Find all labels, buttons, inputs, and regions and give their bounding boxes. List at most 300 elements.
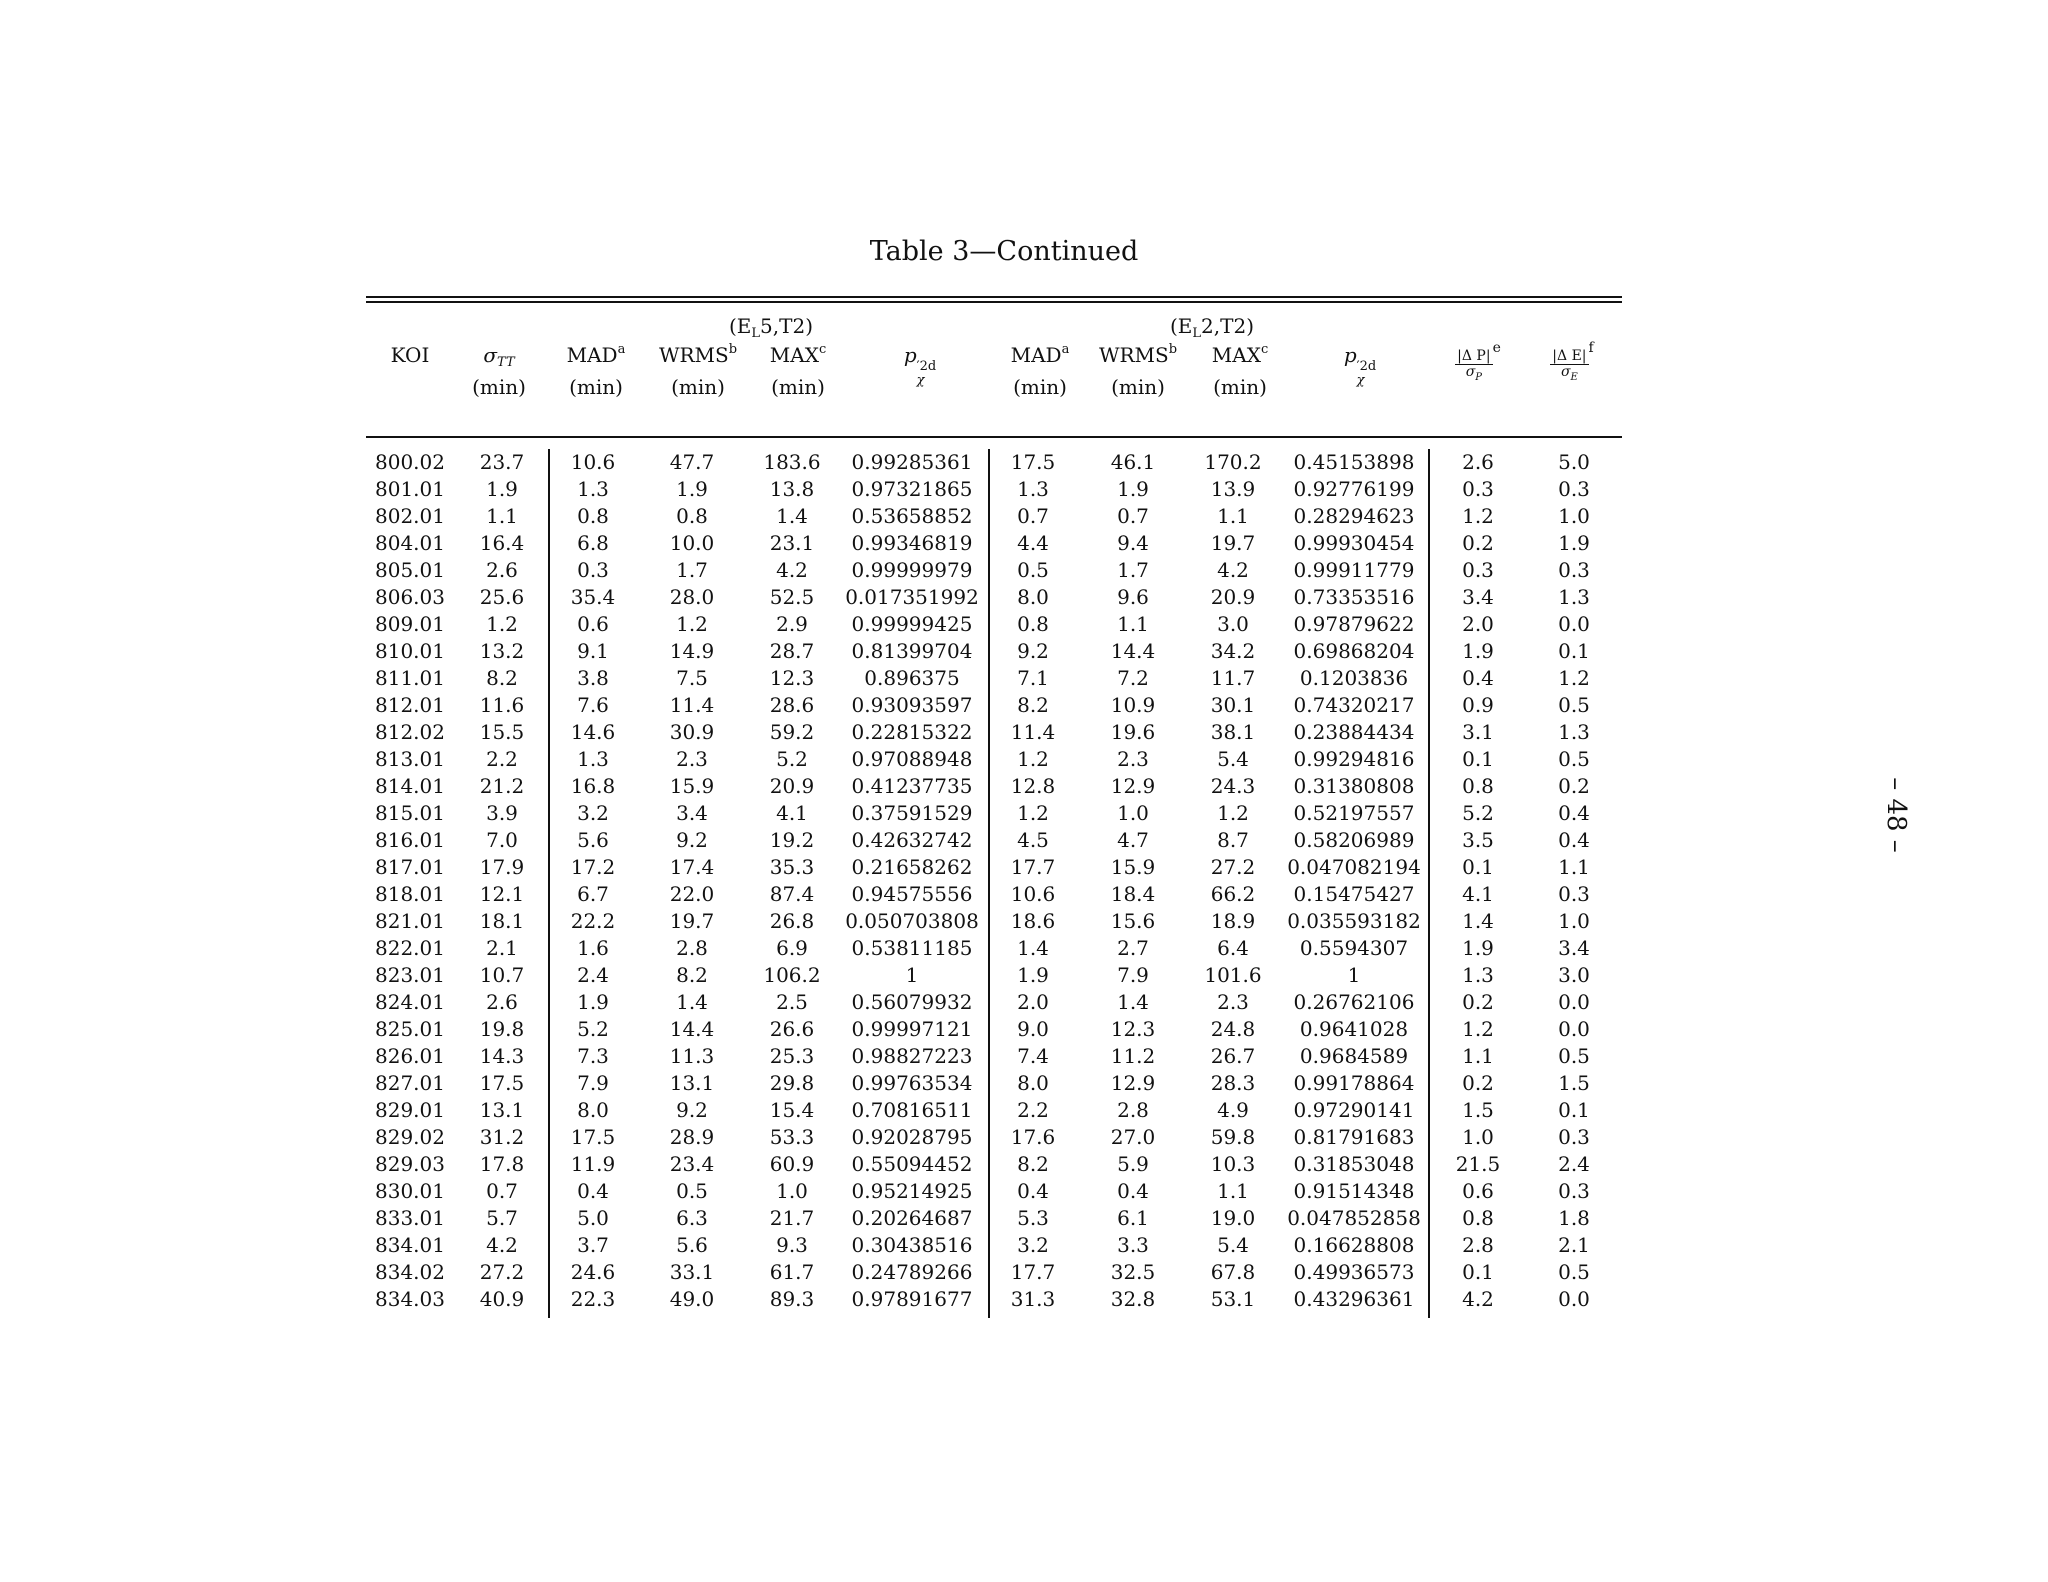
table-cell: 60.9 [769,1152,815,1176]
table-cell: 13.1 [479,1098,525,1122]
table-cell: 7.1 [1017,666,1049,690]
table-cell: 5.2 [776,747,808,771]
table-cell: 10.0 [669,531,715,555]
table-cell: 3.4 [676,801,708,825]
table-row [366,1151,1622,1178]
table-cell: 0.15475427 [1293,882,1415,906]
table-cell: 23.4 [669,1152,715,1176]
table-cell: 0.1 [1462,747,1494,771]
table-cell: 2.8 [1462,1233,1494,1257]
table-cell: 1.0 [1117,801,1149,825]
table-cell: 1.9 [486,477,518,501]
table-cell: 29.8 [769,1071,815,1095]
table-cell: 0.28294623 [1293,504,1415,528]
table-cell: 2.1 [486,936,518,960]
table-cell: 1.4 [676,990,708,1014]
table-cell: 8.0 [1017,585,1049,609]
table-cell: 28.0 [669,585,715,609]
table-cell: 12.9 [1110,1071,1156,1095]
table-cell: 0.99294816 [1293,747,1415,771]
table-cell: 4.2 [486,1233,518,1257]
top-rule [366,296,1622,298]
table-cell: 14.3 [479,1044,525,1068]
table-cell: 1.4 [1462,909,1494,933]
table-cell: 1.9 [1117,477,1149,501]
table-cell: 0.4 [1117,1179,1149,1203]
table-cell: 2.2 [486,747,518,771]
table-cell: 34.2 [1210,639,1256,663]
table-cell: 7.4 [1017,1044,1049,1068]
table-cell: 5.9 [1117,1152,1149,1176]
table-cell: 15.6 [1110,909,1156,933]
table-cell: 7.0 [486,828,518,852]
table-cell: 2.3 [1217,990,1249,1014]
table-cell: 11.6 [479,693,525,717]
table-cell: 1.9 [577,990,609,1014]
table-cell: 833.01 [375,1206,445,1230]
table-cell: 13.2 [479,639,525,663]
header-rule [366,436,1622,438]
table-cell: 1.9 [1462,639,1494,663]
table-cell: 17.2 [570,855,616,879]
table-cell: 17.5 [570,1125,616,1149]
table-cell: 1.0 [776,1179,808,1203]
table-cell: 1.6 [577,936,609,960]
table-cell: 67.8 [1210,1260,1256,1284]
table-cell: 824.01 [375,990,445,1014]
table-cell: 4.1 [1462,882,1494,906]
table-cell: 2.6 [486,990,518,1014]
table-cell: 0.21658262 [851,855,973,879]
table-cell: 49.0 [669,1287,715,1311]
table-cell: 0.9684589 [1299,1044,1409,1068]
table-cell: 0.41237735 [851,774,973,798]
table-cell: 0.5594307 [1299,936,1409,960]
table-cell: 21.2 [479,774,525,798]
table-cell: 0.5 [1558,693,1590,717]
table-cell: 3.8 [577,666,609,690]
table-cell: 26.6 [769,1017,815,1041]
table-cell: 28.9 [669,1125,715,1149]
table-cell: 183.6 [763,450,821,474]
table-cell: 2.1 [1558,1233,1590,1257]
col-header-mad-2: MAD$^a$ [1010,342,1070,367]
table-cell: 40.9 [479,1287,525,1311]
col-header-max-2: MAX$^c$ [1211,342,1269,367]
table-cell: 17.8 [479,1152,525,1176]
table-cell: 1.1 [1217,1179,1249,1203]
table-cell: 0.0 [1558,1287,1590,1311]
table-cell: 22.2 [570,909,616,933]
table-cell: 0.53811185 [851,936,973,960]
table-cell: 0.017351992 [845,585,979,609]
table-cell: 0.3 [1558,558,1590,582]
table-cell: 0.4 [577,1179,609,1203]
table-row [366,962,1622,989]
table-cell: 0.53658852 [851,504,973,528]
table-cell: 15.9 [669,774,715,798]
col-header-wrms-1: WRMS$^b$ [658,342,738,367]
table-cell: 7.9 [1117,963,1149,987]
table-cell: 0.74320217 [1293,693,1415,717]
table-cell: 0.4 [1462,666,1494,690]
table-cell: 6.4 [1217,936,1249,960]
table-cell: 0.99999425 [851,612,973,636]
table-cell: 30.1 [1210,693,1256,717]
table-row [366,1016,1622,1043]
table-cell: 24.3 [1210,774,1256,798]
table-cell: 0.70816511 [851,1098,973,1122]
table-cell: 0.92776199 [1293,477,1415,501]
table-cell: 27.0 [1110,1125,1156,1149]
table-row [366,638,1622,665]
table-cell: 7.9 [577,1071,609,1095]
table-row [366,989,1622,1016]
table-cell: 3.3 [1117,1233,1149,1257]
table-cell: 0.97290141 [1293,1098,1415,1122]
table-cell: 6.1 [1117,1206,1149,1230]
table-cell: 1.3 [1558,720,1590,744]
table-cell: 805.01 [375,558,445,582]
table-cell: 0.2 [1558,774,1590,798]
table-cell: 0.97891677 [851,1287,973,1311]
table-cell: 4.2 [1217,558,1249,582]
table-cell: 1.9 [1017,963,1049,987]
table-cell: 0.047082194 [1287,855,1421,879]
table-cell: 1.9 [1558,531,1590,555]
table-cell: 0.97321865 [851,477,973,501]
table-cell: 0.3 [1558,1179,1590,1203]
table-cell: 0.20264687 [851,1206,973,1230]
table-cell: 4.2 [1462,1287,1494,1311]
table-row [366,1124,1622,1151]
table-cell: 19.2 [769,828,815,852]
table-row [366,746,1622,773]
table-cell: 9.1 [577,639,609,663]
table-cell: 2.3 [1117,747,1149,771]
table-cell: 4.1 [776,801,808,825]
table-cell: 801.01 [375,477,445,501]
table-cell: 0.42632742 [851,828,973,852]
unit-max-1: (min) [771,375,825,399]
unit-sigma-tt: (min) [472,375,526,399]
table-cell: 1.5 [1558,1071,1590,1095]
table-cell: 10.3 [1210,1152,1256,1176]
table-cell: 809.01 [375,612,445,636]
col-header-delta-p: $\frac{\text{|Δ P|}}{\sigma_P}$ $^e$ [1457,340,1501,383]
table-row [366,1286,1622,1313]
table-cell: 7.3 [577,1044,609,1068]
table-cell: 2.4 [1558,1152,1590,1176]
table-cell: 0.5 [676,1179,708,1203]
table-cell: 0.99911779 [1293,558,1415,582]
table-cell: 66.2 [1210,882,1256,906]
group-header-el2: $(E_L2,T2)$ [1170,314,1254,341]
unit-max-2: (min) [1213,375,1267,399]
table-row [366,530,1622,557]
table-cell: 10.7 [479,963,525,987]
table-cell: 27.2 [1210,855,1256,879]
table-cell: 9.0 [1017,1017,1049,1041]
table-cell: 9.4 [1117,531,1149,555]
table-row [366,503,1622,530]
table-cell: 834.01 [375,1233,445,1257]
table-cell: 8.2 [676,963,708,987]
table-cell: 1.2 [1017,747,1049,771]
table-cell: 6.7 [577,882,609,906]
table-cell: 1.8 [1558,1206,1590,1230]
table-cell: 815.01 [375,801,445,825]
table-cell: 0.31380808 [1293,774,1415,798]
table-cell: 14.4 [669,1017,715,1041]
table-cell: 810.01 [375,639,445,663]
table-cell: 18.9 [1210,909,1256,933]
table-cell: 0.52197557 [1293,801,1415,825]
table-cell: 2.8 [1117,1098,1149,1122]
table-cell: 14.9 [669,639,715,663]
table-cell: 0.99997121 [851,1017,973,1041]
unit-wrms-2: (min) [1111,375,1165,399]
table-cell: 0.8 [1462,774,1494,798]
col-header-p-chi-2: p ′2d χ [1343,343,1377,388]
table-cell: 0.7 [1117,504,1149,528]
table-row [366,908,1622,935]
table-cell: 1.7 [676,558,708,582]
table-cell: 0.3 [1462,477,1494,501]
table-cell: 28.6 [769,693,815,717]
table-cell: 1.0 [1558,909,1590,933]
table-cell: 11.7 [1210,666,1256,690]
table-cell: 1.2 [676,612,708,636]
table-cell: 4.9 [1217,1098,1249,1122]
table-cell: 23.7 [479,450,525,474]
table-cell: 1.2 [1217,801,1249,825]
table-cell: 2.4 [577,963,609,987]
table-row [366,584,1622,611]
col-header-p-chi-1: p ′2d χ [903,343,937,388]
table-cell: 3.0 [1217,612,1249,636]
table-cell: 814.01 [375,774,445,798]
table-cell: 11.2 [1110,1044,1156,1068]
table-cell: 1.4 [1017,936,1049,960]
unit-mad-2: (min) [1013,375,1067,399]
table-cell: 5.7 [486,1206,518,1230]
table-cell: 19.8 [479,1017,525,1041]
table-cell: 0.1 [1462,1260,1494,1284]
table-cell: 0.95214925 [851,1179,973,1203]
table-cell: 24.8 [1210,1017,1256,1041]
table-cell: 1.2 [1017,801,1049,825]
table-cell: 0.94575556 [851,882,973,906]
table-cell: 0.99930454 [1293,531,1415,555]
page-number: – 48 – [1880,777,1911,853]
table-cell: 2.5 [776,990,808,1014]
unit-wrms-1: (min) [671,375,725,399]
table-cell: 5.0 [577,1206,609,1230]
table-cell: 0.896375 [864,666,960,690]
table-cell: 16.8 [570,774,616,798]
table-cell: 811.01 [375,666,445,690]
table-cell: 0.1 [1558,1098,1590,1122]
table-cell: 0.4 [1017,1179,1049,1203]
table-cell: 826.01 [375,1044,445,1068]
table-cell: 2.3 [676,747,708,771]
table-cell: 0.31853048 [1293,1152,1415,1176]
table-cell: 10.9 [1110,693,1156,717]
table-cell: 0.5 [1558,747,1590,771]
table-cell: 12.1 [479,882,525,906]
table-cell: 14.6 [570,720,616,744]
table-cell: 22.0 [669,882,715,906]
table-cell: 0.4 [1558,801,1590,825]
table-cell: 59.8 [1210,1125,1256,1149]
table-cell: 18.4 [1110,882,1156,906]
table-row [366,476,1622,503]
col-header-sigma-tt: $\sigma_{TT}$ [483,343,515,370]
table-cell: 1.9 [676,477,708,501]
table-row [366,719,1622,746]
table-cell: 5.4 [1217,747,1249,771]
table-cell: 834.02 [375,1260,445,1284]
table-cell: 0.49936573 [1293,1260,1415,1284]
table-row [366,1259,1622,1286]
table-cell: 806.03 [375,585,445,609]
table-cell: 0.4 [1558,828,1590,852]
table-cell: 89.3 [769,1287,815,1311]
table-cell: 25.3 [769,1044,815,1068]
table-cell: 1.2 [1462,1017,1494,1041]
table-cell: 4.7 [1117,828,1149,852]
table-cell: 817.01 [375,855,445,879]
table-cell: 1.4 [776,504,808,528]
table-cell: 17.7 [1010,855,1056,879]
table-cell: 829.01 [375,1098,445,1122]
table-row [366,1232,1622,1259]
table-cell: 0.5 [1017,558,1049,582]
table-cell: 2.7 [1117,936,1149,960]
table-cell: 8.2 [1017,693,1049,717]
table-cell: 8.2 [486,666,518,690]
table-cell: 38.1 [1210,720,1256,744]
table-row [366,692,1622,719]
table-row [366,611,1622,638]
table-cell: 0.58206989 [1293,828,1415,852]
table-cell: 0.3 [1558,1125,1590,1149]
table-cell: 3.2 [577,801,609,825]
table-cell: 3.5 [1462,828,1494,852]
table-cell: 0.8 [577,504,609,528]
col-header-mad-1: MAD$^a$ [566,342,626,367]
table-cell: 101.6 [1204,963,1262,987]
table-cell: 0.93093597 [851,693,973,717]
table-cell: 0.99999979 [851,558,973,582]
table-cell: 0.8 [1462,1206,1494,1230]
table-cell: 32.5 [1110,1260,1156,1284]
table-cell: 53.1 [1210,1287,1256,1311]
table-cell: 0.16628808 [1293,1233,1415,1257]
table-cell: 31.2 [479,1125,525,1149]
table-cell: 0.91514348 [1293,1179,1415,1203]
table-cell: 823.01 [375,963,445,987]
table-cell: 0.8 [1017,612,1049,636]
table-cell: 23.1 [769,531,815,555]
table-cell: 11.4 [1010,720,1056,744]
table-cell: 18.1 [479,909,525,933]
table-cell: 3.9 [486,801,518,825]
table-cell: 813.01 [375,747,445,771]
table-row [366,881,1622,908]
table-cell: 0.3 [1558,882,1590,906]
table-row [366,773,1622,800]
table-cell: 1.2 [1558,666,1590,690]
table-cell: 11.4 [669,693,715,717]
table-cell: 0.99763534 [851,1071,973,1095]
table-cell: 1.9 [1462,936,1494,960]
table-cell: 1.3 [1462,963,1494,987]
table-cell: 0.24789266 [851,1260,973,1284]
table-cell: 21.5 [1455,1152,1501,1176]
table-cell: 9.3 [776,1233,808,1257]
table-row [366,935,1622,962]
table-cell: 15.4 [769,1098,815,1122]
table-cell: 17.6 [1010,1125,1056,1149]
col-header-koi: KOI [390,343,430,367]
table-cell: 13.8 [769,477,815,501]
table-cell: 1.2 [1462,504,1494,528]
table-cell: 10.6 [1010,882,1056,906]
table-cell: 5.6 [577,828,609,852]
table-cell: 0.2 [1462,1071,1494,1095]
table-cell: 17.4 [669,855,715,879]
table-cell: 0.23884434 [1293,720,1415,744]
table-cell: 0.45153898 [1293,450,1415,474]
table-cell: 24.6 [570,1260,616,1284]
table-cell: 25.6 [479,585,525,609]
table-cell: 3.2 [1017,1233,1049,1257]
table-row [366,854,1622,881]
table-cell: 16.4 [479,531,525,555]
table-cell: 0.035593182 [1287,909,1421,933]
table-cell: 1.5 [1462,1098,1494,1122]
unit-mad-1: (min) [569,375,623,399]
table-row [366,800,1622,827]
table-cell: 8.7 [1217,828,1249,852]
table-cell: 7.5 [676,666,708,690]
table-cell: 0.69868204 [1293,639,1415,663]
table-cell: 5.0 [1558,450,1590,474]
table-cell: 26.7 [1210,1044,1256,1068]
table-cell: 31.3 [1010,1287,1056,1311]
table-cell: 9.2 [1017,639,1049,663]
table-cell: 1.7 [1117,558,1149,582]
table-cell: 13.1 [669,1071,715,1095]
table-cell: 0.55094452 [851,1152,973,1176]
table-cell: 6.8 [577,531,609,555]
table-cell: 10.6 [570,450,616,474]
table-cell: 12.3 [1110,1017,1156,1041]
table-cell: 0.43296361 [1293,1287,1415,1311]
table-cell: 0.97088948 [851,747,973,771]
table-cell: 0.26762106 [1293,990,1415,1014]
table-cell: 19.7 [1210,531,1256,555]
table-cell: 14.4 [1110,639,1156,663]
table-cell: 1.1 [1558,855,1590,879]
table-cell: 0.99178864 [1293,1071,1415,1095]
table-cell: 11.3 [669,1044,715,1068]
table-cell: 0.92028795 [851,1125,973,1149]
table-cell: 0.9 [1462,693,1494,717]
table-row [366,1043,1622,1070]
